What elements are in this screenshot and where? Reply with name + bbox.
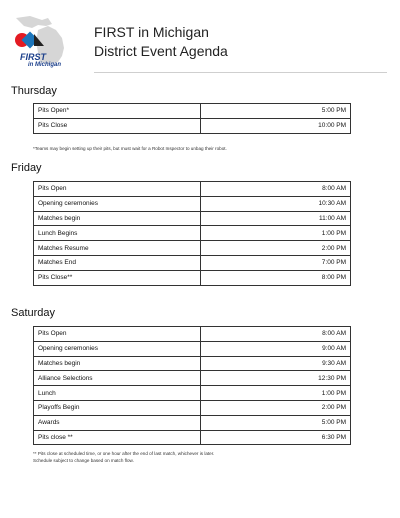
- table-row: [34, 371, 351, 386]
- event-time: 8:00 AM: [201, 327, 351, 342]
- table-row: [34, 415, 351, 430]
- footnote: Schedule subject to change based on match flow.: [33, 458, 134, 463]
- day-heading-thursday: Thursday: [11, 85, 57, 97]
- event-time: 5:00 PM: [201, 415, 351, 430]
- event-time: 9:00 AM: [201, 341, 351, 356]
- event-time: 5:00 PM: [201, 104, 351, 119]
- event-name: Opening ceremonies: [34, 341, 201, 356]
- table-row: [34, 226, 351, 241]
- event-time: 11:00 AM: [201, 211, 351, 226]
- title-divider: [94, 72, 387, 73]
- event-time: 7:00 PM: [201, 255, 351, 270]
- event-name: Pits Open: [34, 182, 201, 197]
- schedule-table-saturday: [33, 326, 351, 445]
- table-row: [34, 241, 351, 256]
- event-time: 9:30 AM: [201, 356, 351, 371]
- table-row: [34, 327, 351, 342]
- event-name: Pits Close: [34, 118, 201, 133]
- event-time: 8:00 PM: [201, 270, 351, 285]
- logo-word-in-michigan: in Michigan: [28, 62, 61, 68]
- table-row: [34, 196, 351, 211]
- event-name: Matches Resume: [34, 241, 201, 256]
- event-name: Matches begin: [34, 211, 201, 226]
- event-time: 2:00 PM: [201, 400, 351, 415]
- table-row: [34, 255, 351, 270]
- event-name: Lunch: [34, 386, 201, 401]
- table-row: [34, 118, 351, 133]
- page-subtitle: District Event Agenda: [94, 43, 228, 59]
- table-row: [34, 356, 351, 371]
- page-title: FIRST in Michigan: [94, 24, 209, 40]
- table-row: [34, 182, 351, 197]
- event-name: Opening ceremonies: [34, 196, 201, 211]
- event-name: Lunch Begins: [34, 226, 201, 241]
- event-time: 12:30 PM: [201, 371, 351, 386]
- table-row: [34, 341, 351, 356]
- table-row: [34, 104, 351, 119]
- event-name: Pits Open*: [34, 104, 201, 119]
- event-time: 2:00 PM: [201, 241, 351, 256]
- event-name: Matches End: [34, 255, 201, 270]
- event-time: 10:00 PM: [201, 118, 351, 133]
- event-time: 1:00 PM: [201, 386, 351, 401]
- footnote: *Teams may begin setting up their pits, but must wait for a Robot Inspector to unbag their robot.: [33, 146, 227, 151]
- table-row: [34, 270, 351, 285]
- table-row: [34, 211, 351, 226]
- event-name: Awards: [34, 415, 201, 430]
- event-name: Playoffs Begin: [34, 400, 201, 415]
- first-in-michigan-logo: [8, 12, 80, 70]
- event-name: Pits close **: [34, 430, 201, 445]
- day-heading-saturday: Saturday: [11, 307, 56, 319]
- event-time: 8:00 AM: [201, 182, 351, 197]
- event-name: Pits Open: [34, 327, 201, 342]
- event-name: Alliance Selections: [34, 371, 201, 386]
- table-row: [34, 386, 351, 401]
- table-row: [34, 400, 351, 415]
- event-name: Matches begin: [34, 356, 201, 371]
- event-time: 10:30 AM: [201, 196, 351, 211]
- logo-word-first: FIRST: [20, 52, 46, 62]
- event-time: 6:30 PM: [201, 430, 351, 445]
- schedule-table-thursday: [33, 103, 351, 134]
- day-heading-friday: Friday: [11, 162, 42, 174]
- schedule-table-friday: [33, 181, 351, 286]
- footnote: ** Pits close at scheduled time, or one hour after the end of last match, whichever is later.: [33, 451, 215, 456]
- event-time: 1:00 PM: [201, 226, 351, 241]
- event-name: Pits Close**: [34, 270, 201, 285]
- table-row: [34, 430, 351, 445]
